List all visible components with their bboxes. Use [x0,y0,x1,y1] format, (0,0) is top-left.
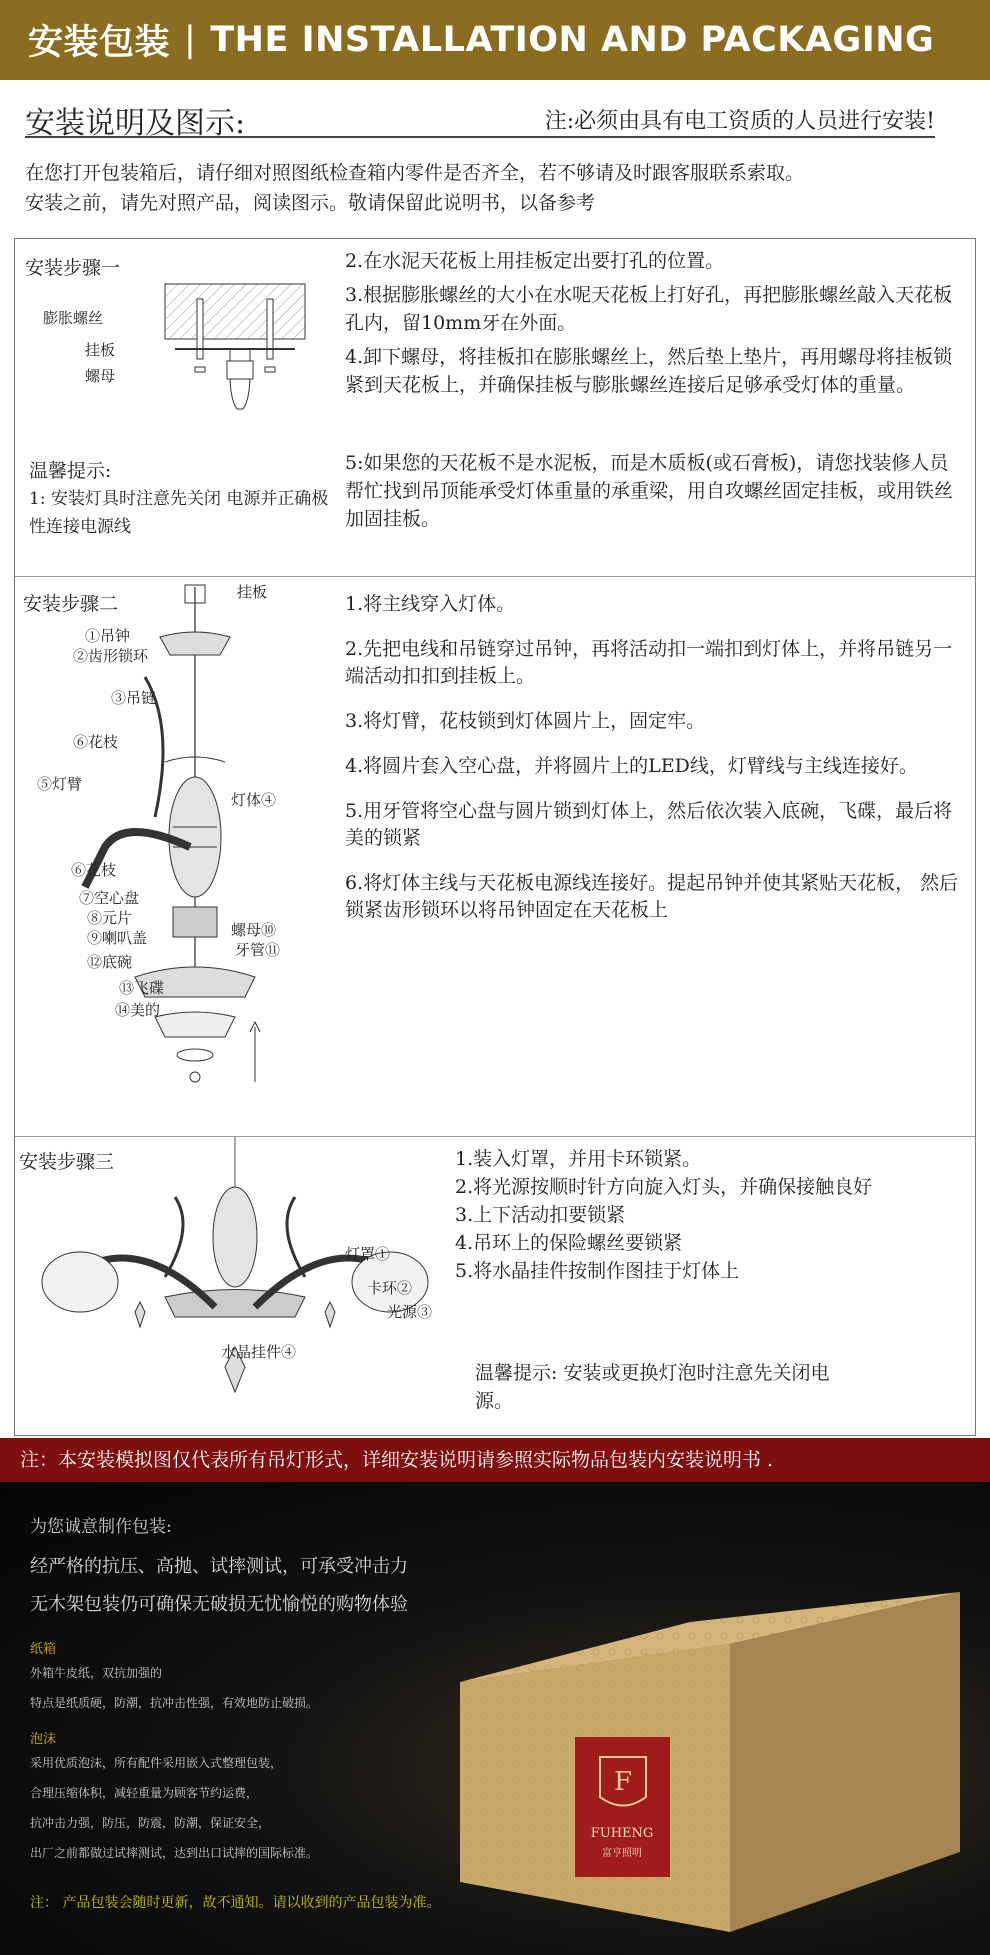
step2-section [15,577,975,1137]
step1-label-plate: 挂板 [85,341,116,359]
step1-label-screw: 膨胀螺丝 [43,309,104,327]
step2-label: ⑧元片 [87,909,133,927]
foam-line: 合理压缩体积，减轻重量为顾客节约运费， [30,1786,259,1800]
step3-title: 安装步骤三 [19,1151,115,1173]
step2-item: 4.将圆片套入空心盘，并将圆片上的LED线，灯臂线与主线连接好。 [345,755,918,777]
header-cn: 安装包装 [28,23,171,63]
step2-item: 3.将灯臂，花枝锁到灯体圆片上，固定牢。 [345,710,706,732]
step2-label: 牙管⑪ [235,941,281,959]
step1-tip-body: 1: 安装灯具时注意先关闭 电源并正确极性连接电源线 [29,489,329,537]
intro-text [25,158,975,218]
packaging-section [0,1482,990,1955]
step1-list [345,247,965,405]
carton-line: 特点是纸质硬，防潮，抗冲击性强，有效地防止破损。 [30,1696,319,1710]
brand-cn: 富亨照明 [602,1848,642,1859]
step2-label: ⑬飞碟 [119,979,165,997]
packaging-footer: 注： 产品包装会随时更新，故不通知。请以收到的产品包装为准。 [30,1895,441,1911]
foam-heading: 泡沫 [30,1732,57,1747]
packaging-lines [30,1548,408,1624]
header-separator: | [184,20,197,60]
brand-name: FUHENG [590,1826,654,1841]
step1-title: 安装步骤一 [25,257,121,279]
step2-label: ⑥花枝 [71,861,117,879]
step1-tip-title: 温馨提示: [29,460,112,482]
carton-box-image [460,1532,970,1952]
step2-item: 1.将主线穿入灯体。 [345,593,516,615]
step1-item: 2.在水泥天花板上用挂板定出要打孔的位置。 [345,250,725,272]
step3-item: 1.装入灯罩，并用卡环锁紧。 [455,1148,702,1170]
step2-label: ③吊链 [111,689,157,707]
step2-item: 6.将灯体主线与天花板电源线连接好。提起吊钟并使其紧贴天花板， 然后锁紧齿形锁环以将吊钟固定在天花板上 [345,872,959,921]
step2-label: ⑥花枝 [73,733,119,751]
step3-item: 2.将光源按顺时针方向旋入灯头，并确保接触良好 [455,1176,873,1198]
step2-label: ⑫底碗 [87,953,133,971]
carton-heading: 纸箱 [30,1642,57,1657]
intro-line-2: 安装之前，请先对照产品，阅读图示。敬请保留此说明书，以备参考 [25,192,596,214]
carton-line: 外箱牛皮纸，双抗加强的 [30,1666,163,1680]
step3-item: 3.上下活动扣要锁紧 [455,1204,626,1226]
foam-line: 抗冲击力强，防压，防震，防潮，保证安全， [30,1816,271,1830]
note-bar: 注：本安装模拟图仅代表所有吊灯形式，详细安装说明请参照实际物品包装内安装说明书 . [0,1438,990,1482]
step3-label: 水晶挂件④ [221,1343,297,1361]
instructions-frame [14,238,976,1436]
step3-item: 5.将水晶挂件按制作图挂于灯体上 [455,1260,740,1282]
step2-label: ②齿形锁环 [73,647,149,665]
step2-label: ⑦空心盘 [79,889,140,907]
step2-label: ⑤灯臂 [37,775,83,793]
packaging-line: 无木架包装仍可确保无破损无忧愉悦的购物体验 [30,1594,408,1615]
step1-section [15,239,975,577]
step1-diagram [115,279,315,419]
step3-list [455,1145,965,1285]
step2-list [345,591,965,930]
step3-label: 卡环② [367,1279,413,1297]
step2-item: 5.用牙管将空心盘与圆片锁到灯体上，然后依次装入底碗，飞碟，最后将美的锁紧 [345,800,953,849]
step3-tip: 温馨提示: 安装或更换灯泡时注意先关闭电源。 [475,1362,830,1412]
step3-item: 4.吊环上的保险螺丝要锁紧 [455,1232,683,1254]
step2-label: ①吊钟 [85,627,131,645]
subtitle-row [25,96,935,141]
step1-item5: 5:如果您的天花板不是水泥板，而是木质板(或石膏板)，请您找装修人员帮忙找到吊顶能承受灯体重量的承重梁，用自攻螺丝固定挂板，或用铁丝加固挂板。 [345,452,954,530]
header-en: THE INSTALLATION AND PACKAGING [210,20,935,60]
packaging-line: 经严格的抗压、高抛、试摔测试，可承受冲击力 [30,1556,408,1577]
step1-tip [29,457,329,541]
step3-section [15,1137,975,1437]
step2-label: 螺母⑩ [231,921,277,939]
step2-label: 灯体④ [231,791,277,809]
foam-text [30,1748,318,1868]
svg-text:F: F [613,1767,633,1797]
intro-line-1: 在您打开包装箱后，请仔细对照图纸检查箱内零件是否齐全，若不够请及时跟客服联系索取。 [25,162,805,184]
subtitle-left: 安装说明及图示: [25,106,246,141]
step1-item: 3.根据膨胀螺丝的大小在水呢天花板上打好孔，再把膨胀螺丝敲入天花板孔内，留10mm牙在外面。 [345,284,953,334]
step3-label: 灯罩① [345,1245,391,1263]
step2-label: ⑨喇叭盖 [87,929,148,947]
subtitle-right: 注:必须由具有电工资质的人员进行安装! [544,109,935,134]
foam-line: 出厂之前都做过试摔测试，达到出口试摔的国际标准。 [30,1846,319,1860]
step3-label: 光源③ [387,1303,433,1321]
packaging-lead: 为您诚意制作包装: [30,1517,172,1537]
step2-item: 2.先把电线和吊链穿过吊钟，再将活动扣一端扣到灯体上，并将吊链另一端活动扣扣到挂板上。 [345,638,953,687]
step1-item: 4.卸下螺母，将挂板扣在膨胀螺丝上，然后垫上垫片，再用螺母将挂板锁紧到天花板上，并确保挂板与膨胀螺丝连接后足够承受灯体的重量。 [345,346,953,396]
step2-label: ⑭美的 [115,1001,161,1019]
step1-label-nut: 螺母 [85,367,116,385]
carton-text [30,1658,318,1718]
step2-label: 挂板 [237,583,268,601]
foam-line: 采用优质泡沫，所有配件采用嵌入式整理包装， [30,1756,283,1770]
page-header [0,0,990,80]
step2-title: 安装步骤二 [23,593,119,615]
